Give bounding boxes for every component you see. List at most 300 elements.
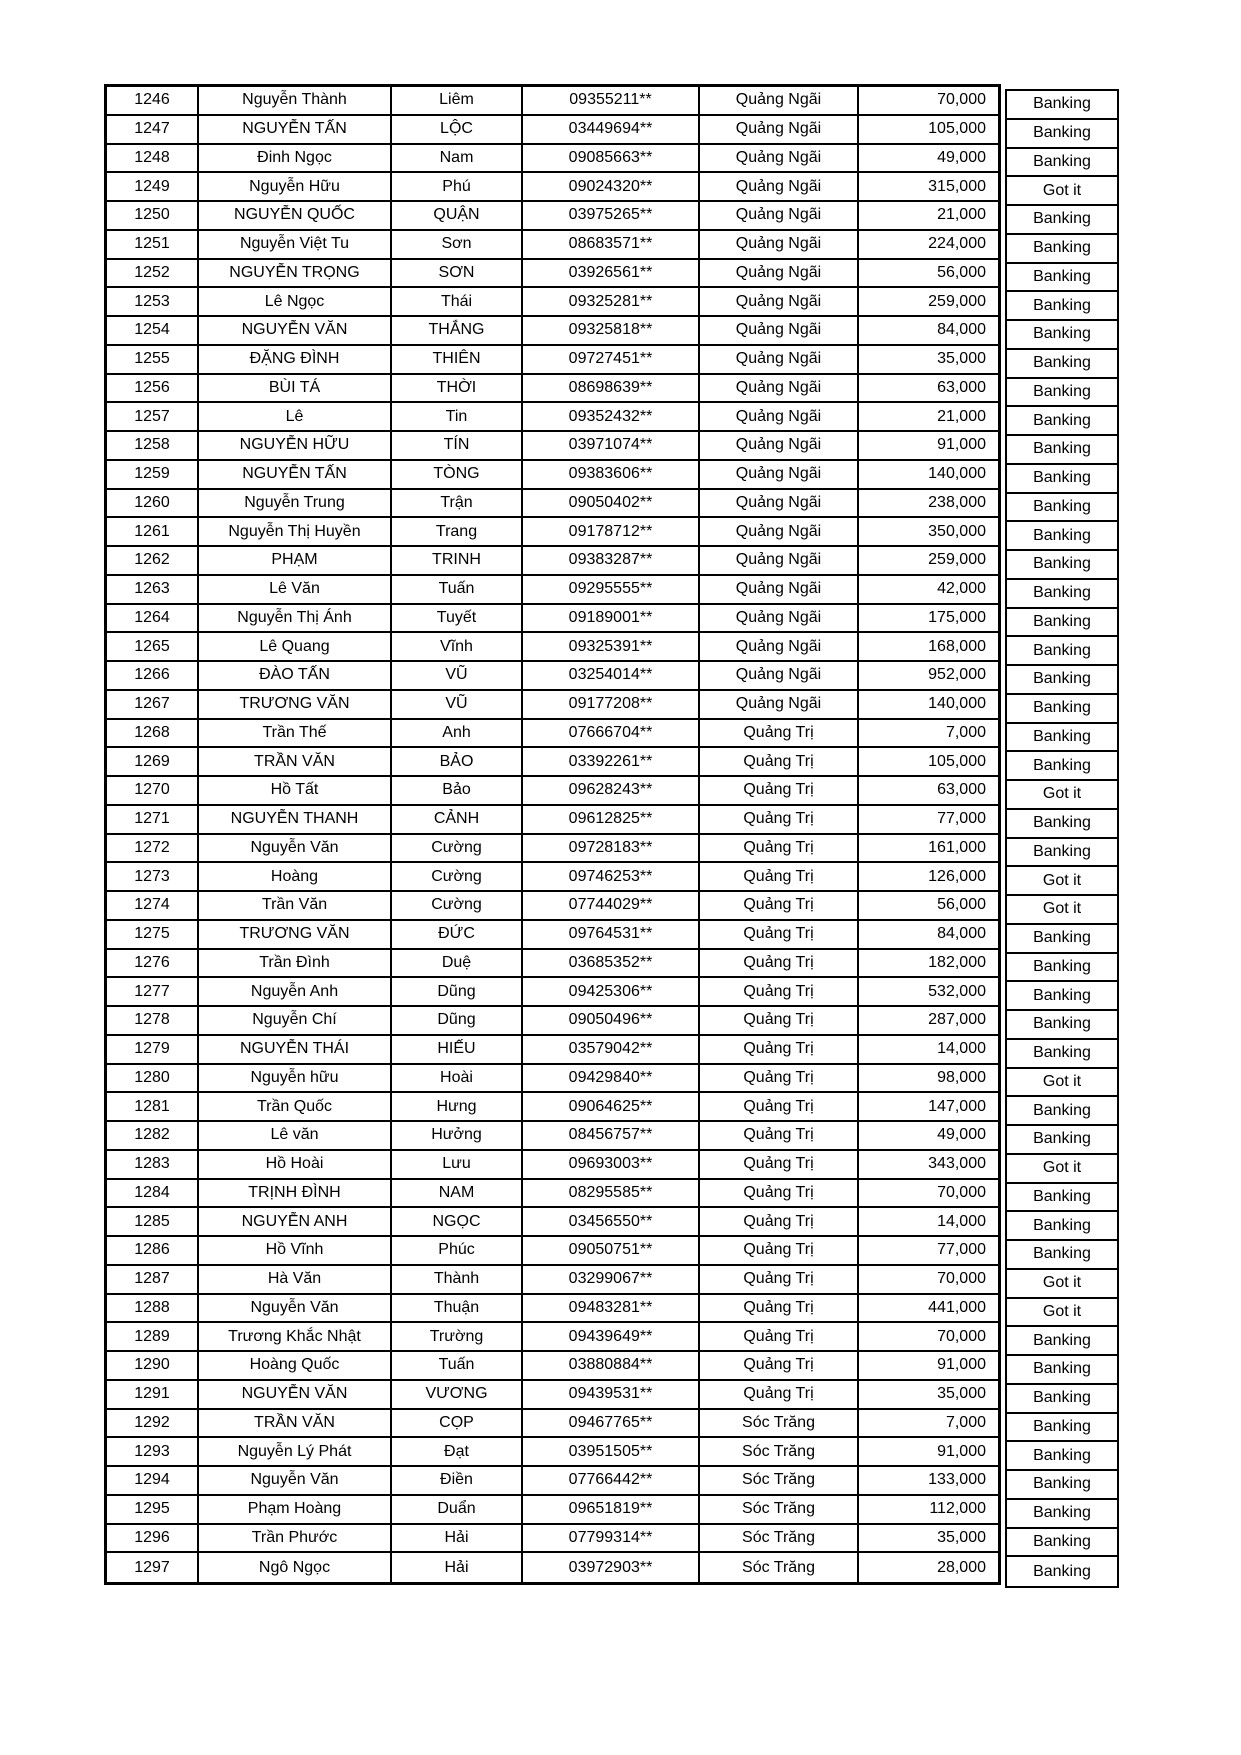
table-row <box>107 1151 998 1180</box>
cell-phone: 09429840** <box>523 1065 700 1092</box>
cell-last-name: NGỌC <box>392 1208 523 1235</box>
status-cell: Banking <box>1007 1414 1117 1443</box>
status-cell: Banking <box>1007 839 1117 868</box>
cell-first-name: ĐÀO TẤN <box>199 662 392 689</box>
cell-province: Quảng Ngãi <box>700 260 859 287</box>
table-row <box>107 202 998 231</box>
cell-phone: 03685352** <box>523 950 700 977</box>
cell-phone: 08683571** <box>523 231 700 258</box>
cell-first-name: Trương Khắc Nhật <box>199 1323 392 1350</box>
table-row <box>107 461 998 490</box>
cell-id: 1296 <box>107 1525 199 1552</box>
cell-amount: 161,000 <box>928 838 986 856</box>
cell-id: 1267 <box>107 691 199 718</box>
status-cell: Got it <box>1007 1069 1117 1098</box>
status-cell: Banking <box>1007 206 1117 235</box>
cell-phone: 03579042** <box>523 1036 700 1063</box>
cell-last-name: VŨ <box>392 691 523 718</box>
table-row <box>107 1208 998 1237</box>
cell-id: 1254 <box>107 317 199 344</box>
cell-last-name: Sơn <box>392 231 523 258</box>
cell-province: Quảng Trị <box>700 863 859 890</box>
cell-province: Quảng Trị <box>700 1007 859 1034</box>
table-row <box>107 1180 998 1209</box>
cell-amount: 91,000 <box>937 1442 986 1460</box>
cell-province: Quảng Ngãi <box>700 375 859 402</box>
cell-id: 1277 <box>107 978 199 1005</box>
table-row <box>107 1323 998 1352</box>
cell-province: Quảng Ngãi <box>700 346 859 373</box>
cell-id: 1247 <box>107 116 199 143</box>
cell-phone: 03926561** <box>523 260 700 287</box>
cell-province: Quảng Trị <box>700 892 859 919</box>
cell-phone: 09178712** <box>523 518 700 545</box>
cell-first-name: Lê Văn <box>199 576 392 603</box>
status-cell: Banking <box>1007 1241 1117 1270</box>
cell-amount: 952,000 <box>928 666 986 684</box>
cell-amount: 112,000 <box>929 1500 986 1518</box>
cell-last-name: THẮNG <box>392 317 523 344</box>
cell-last-name: Trận <box>392 490 523 517</box>
cell-last-name: Cường <box>392 892 523 919</box>
cell-amount: 168,000 <box>928 637 986 655</box>
cell-province: Quảng Ngãi <box>700 461 859 488</box>
status-cell: Banking <box>1007 120 1117 149</box>
cell-id: 1264 <box>107 605 199 632</box>
cell-phone: 09177208** <box>523 691 700 718</box>
cell-phone: 09727451** <box>523 346 700 373</box>
table-row <box>107 1352 998 1381</box>
cell-phone: 09383606** <box>523 461 700 488</box>
cell-last-name: Tuấn <box>392 576 523 603</box>
cell-amount: 84,000 <box>937 321 986 339</box>
cell-id: 1289 <box>107 1323 199 1350</box>
cell-first-name: NGUYỄN QUỐC <box>199 202 392 229</box>
cell-last-name: TRINH <box>392 547 523 574</box>
cell-first-name: Hà Văn <box>199 1266 392 1293</box>
cell-province: Quảng Trị <box>700 1295 859 1322</box>
cell-id: 1279 <box>107 1036 199 1063</box>
cell-last-name: Điền <box>392 1467 523 1494</box>
cell-amount: 7,000 <box>945 723 986 741</box>
table-row <box>107 346 998 375</box>
cell-amount: 84,000 <box>937 925 986 943</box>
cell-first-name: Trần Phước <box>199 1525 392 1552</box>
cell-id: 1297 <box>107 1553 199 1582</box>
cell-last-name: Thuận <box>392 1295 523 1322</box>
cell-amount: 224,000 <box>928 235 986 253</box>
cell-phone: 03880884** <box>523 1352 700 1379</box>
cell-first-name: Nguyễn Văn <box>199 1467 392 1494</box>
cell-phone: 09085663** <box>523 145 700 172</box>
cell-last-name: Dũng <box>392 1007 523 1034</box>
status-cell: Got it <box>1007 1299 1117 1328</box>
status-cell: Got it <box>1007 1270 1117 1299</box>
table-row <box>107 835 998 864</box>
cell-id: 1293 <box>107 1438 199 1465</box>
cell-id: 1268 <box>107 720 199 747</box>
cell-province: Quảng Ngãi <box>700 403 859 430</box>
cell-amount: 91,000 <box>937 436 986 454</box>
cell-province: Quảng Ngãi <box>700 576 859 603</box>
cell-phone: 09383287** <box>523 547 700 574</box>
status-cell: Banking <box>1007 264 1117 293</box>
cell-amount: 126,000 <box>928 867 986 885</box>
cell-amount: 441,000 <box>928 1298 986 1316</box>
cell-province: Quảng Ngãi <box>700 662 859 689</box>
cell-phone: 09439649** <box>523 1323 700 1350</box>
cell-province: Quảng Ngãi <box>700 288 859 315</box>
cell-province: Quảng Trị <box>700 1151 859 1178</box>
cell-amount: 140,000 <box>928 465 986 483</box>
table-row <box>107 605 998 634</box>
status-cell: Banking <box>1007 609 1117 638</box>
cell-amount: 105,000 <box>928 120 986 138</box>
cell-first-name: Trần Thế <box>199 720 392 747</box>
cell-amount: 49,000 <box>937 148 986 166</box>
cell-province: Quảng Trị <box>700 1323 859 1350</box>
status-cell: Banking <box>1007 954 1117 983</box>
cell-first-name: Nguyễn Thị Huyền <box>199 518 392 545</box>
cell-province: Quảng Trị <box>700 978 859 1005</box>
cell-amount: 70,000 <box>937 91 986 109</box>
status-cell: Banking <box>1007 1356 1117 1385</box>
cell-province: Quảng Trị <box>700 1122 859 1149</box>
table-row <box>107 863 998 892</box>
cell-phone: 03449694** <box>523 116 700 143</box>
cell-province: Sóc Trăng <box>700 1496 859 1523</box>
cell-first-name: TRẦN VĂN <box>199 1410 392 1437</box>
table-row <box>107 978 998 1007</box>
table-row <box>107 432 998 461</box>
status-cell: Banking <box>1007 1471 1117 1500</box>
cell-phone: 09439531** <box>523 1381 700 1408</box>
table-row <box>107 1093 998 1122</box>
status-cell: Got it <box>1007 781 1117 810</box>
cell-last-name: Hải <box>392 1525 523 1552</box>
cell-id: 1249 <box>107 173 199 200</box>
cell-last-name: VƯƠNG <box>392 1381 523 1408</box>
cell-amount: 35,000 <box>937 1385 986 1403</box>
table-row <box>107 1553 998 1582</box>
status-cell: Banking <box>1007 379 1117 408</box>
cell-last-name: VŨ <box>392 662 523 689</box>
table-row <box>107 87 998 116</box>
cell-phone: 09628243** <box>523 777 700 804</box>
cell-province: Sóc Trăng <box>700 1553 859 1582</box>
cell-amount: 35,000 <box>937 1528 986 1546</box>
status-cell: Got it <box>1007 177 1117 206</box>
cell-last-name: Hưởng <box>392 1122 523 1149</box>
status-cell: Banking <box>1007 235 1117 264</box>
cell-first-name: TRỊNH ĐÌNH <box>199 1180 392 1207</box>
cell-province: Quảng Ngãi <box>700 145 859 172</box>
cell-phone: 09746253** <box>523 863 700 890</box>
table-row <box>107 490 998 519</box>
cell-phone: 07666704** <box>523 720 700 747</box>
cell-last-name: Anh <box>392 720 523 747</box>
cell-amount: 7,000 <box>945 1413 986 1431</box>
cell-amount: 42,000 <box>937 580 986 598</box>
cell-last-name: Phú <box>392 173 523 200</box>
table-row <box>107 921 998 950</box>
cell-amount: 21,000 <box>937 407 986 425</box>
cell-last-name: Đạt <box>392 1438 523 1465</box>
cell-amount: 28,000 <box>937 1558 986 1576</box>
table-row <box>107 1036 998 1065</box>
cell-last-name: Cường <box>392 835 523 862</box>
cell-first-name: ĐẶNG ĐÌNH <box>199 346 392 373</box>
cell-phone: 03972903** <box>523 1553 700 1582</box>
cell-last-name: Trường <box>392 1323 523 1350</box>
cell-phone: 09467765** <box>523 1410 700 1437</box>
cell-phone: 09728183** <box>523 835 700 862</box>
cell-phone: 09352432** <box>523 403 700 430</box>
table-row <box>107 403 998 432</box>
cell-province: Quảng Trị <box>700 777 859 804</box>
donor-table <box>104 84 1119 1588</box>
status-cell: Banking <box>1007 522 1117 551</box>
cell-id: 1258 <box>107 432 199 459</box>
cell-id: 1275 <box>107 921 199 948</box>
cell-id: 1276 <box>107 950 199 977</box>
cell-id: 1271 <box>107 806 199 833</box>
cell-amount: 21,000 <box>937 206 986 224</box>
table-row <box>107 116 998 145</box>
cell-id: 1252 <box>107 260 199 287</box>
cell-first-name: Trần Đình <box>199 950 392 977</box>
cell-phone: 09325391** <box>523 633 700 660</box>
status-cell: Banking <box>1007 407 1117 436</box>
cell-phone: 03299067** <box>523 1266 700 1293</box>
cell-phone: 03254014** <box>523 662 700 689</box>
cell-last-name: Lưu <box>392 1151 523 1178</box>
cell-amount: 147,000 <box>928 1097 986 1115</box>
cell-province: Quảng Trị <box>700 720 859 747</box>
cell-amount: 259,000 <box>928 551 986 569</box>
cell-first-name: Lê <box>199 403 392 430</box>
cell-id: 1285 <box>107 1208 199 1235</box>
cell-last-name: QUẬN <box>392 202 523 229</box>
cell-id: 1251 <box>107 231 199 258</box>
cell-amount: 35,000 <box>937 350 986 368</box>
cell-last-name: THỜI <box>392 375 523 402</box>
cell-first-name: NGUYỄN THANH <box>199 806 392 833</box>
cell-id: 1295 <box>107 1496 199 1523</box>
cell-last-name: Hải <box>392 1553 523 1582</box>
cell-id: 1265 <box>107 633 199 660</box>
cell-last-name: Nam <box>392 145 523 172</box>
cell-first-name: Nguyễn Việt Tu <box>199 231 392 258</box>
cell-amount: 98,000 <box>937 1068 986 1086</box>
cell-last-name: Bảo <box>392 777 523 804</box>
cell-phone: 09325281** <box>523 288 700 315</box>
cell-province: Quảng Trị <box>700 1237 859 1264</box>
cell-id: 1288 <box>107 1295 199 1322</box>
cell-amount: 77,000 <box>937 1241 986 1259</box>
cell-phone: 09612825** <box>523 806 700 833</box>
cell-amount: 14,000 <box>937 1212 986 1230</box>
cell-phone: 09050751** <box>523 1237 700 1264</box>
cell-phone: 09189001** <box>523 605 700 632</box>
cell-amount: 140,000 <box>928 695 986 713</box>
cell-first-name: NGUYỄN VĂN <box>199 317 392 344</box>
cell-id: 1282 <box>107 1122 199 1149</box>
cell-amount: 182,000 <box>928 953 986 971</box>
table-row <box>107 576 998 605</box>
table-row <box>107 662 998 691</box>
table-row <box>107 892 998 921</box>
cell-phone: 09651819** <box>523 1496 700 1523</box>
cell-id: 1291 <box>107 1381 199 1408</box>
cell-last-name: Trang <box>392 518 523 545</box>
cell-id: 1290 <box>107 1352 199 1379</box>
cell-amount: 70,000 <box>937 1183 986 1201</box>
table-row <box>107 260 998 289</box>
cell-amount: 532,000 <box>928 982 986 1000</box>
status-cell: Banking <box>1007 666 1117 695</box>
status-column <box>1005 89 1119 1588</box>
cell-id: 1287 <box>107 1266 199 1293</box>
cell-id: 1250 <box>107 202 199 229</box>
status-cell: Banking <box>1007 350 1117 379</box>
cell-id: 1261 <box>107 518 199 545</box>
table-row <box>107 777 998 806</box>
cell-first-name: NGUYỄN TẤN <box>199 461 392 488</box>
cell-first-name: Nguyễn Văn <box>199 1295 392 1322</box>
cell-phone: 03456550** <box>523 1208 700 1235</box>
table-row <box>107 1496 998 1525</box>
cell-first-name: BÙI TÁ <box>199 375 392 402</box>
cell-phone: 09425306** <box>523 978 700 1005</box>
cell-province: Quảng Trị <box>700 835 859 862</box>
cell-first-name: Đinh Ngọc <box>199 145 392 172</box>
table-row <box>107 1122 998 1151</box>
cell-phone: 09050402** <box>523 490 700 517</box>
cell-id: 1257 <box>107 403 199 430</box>
cell-amount: 56,000 <box>937 896 986 914</box>
cell-first-name: TRƯƠNG VĂN <box>199 921 392 948</box>
cell-phone: 03392261** <box>523 748 700 775</box>
cell-amount: 350,000 <box>928 522 986 540</box>
table-row <box>107 547 998 576</box>
cell-amount: 14,000 <box>937 1040 986 1058</box>
cell-amount: 175,000 <box>928 608 986 626</box>
cell-id: 1256 <box>107 375 199 402</box>
cell-phone: 09325818** <box>523 317 700 344</box>
status-cell: Got it <box>1007 896 1117 925</box>
cell-phone: 08456757** <box>523 1122 700 1149</box>
status-cell: Banking <box>1007 91 1117 120</box>
cell-amount: 105,000 <box>928 752 986 770</box>
status-cell: Banking <box>1007 465 1117 494</box>
cell-last-name: HIẾU <box>392 1036 523 1063</box>
status-cell: Banking <box>1007 925 1117 954</box>
cell-id: 1246 <box>107 87 199 114</box>
cell-last-name: Thái <box>392 288 523 315</box>
cell-province: Quảng Ngãi <box>700 547 859 574</box>
cell-id: 1272 <box>107 835 199 862</box>
cell-last-name: Tuấn <box>392 1352 523 1379</box>
cell-province: Quảng Trị <box>700 1266 859 1293</box>
cell-last-name: ĐỨC <box>392 921 523 948</box>
status-cell: Banking <box>1007 1385 1117 1414</box>
status-cell: Banking <box>1007 436 1117 465</box>
status-cell: Banking <box>1007 637 1117 666</box>
cell-first-name: NGUYỄN VĂN <box>199 1381 392 1408</box>
cell-province: Quảng Ngãi <box>700 231 859 258</box>
status-cell: Banking <box>1007 1126 1117 1155</box>
cell-phone: 09064625** <box>523 1093 700 1120</box>
cell-last-name: Dũng <box>392 978 523 1005</box>
cell-province: Quảng Ngãi <box>700 87 859 114</box>
cell-province: Sóc Trăng <box>700 1410 859 1437</box>
cell-id: 1270 <box>107 777 199 804</box>
cell-phone: 03951505** <box>523 1438 700 1465</box>
cell-id: 1260 <box>107 490 199 517</box>
cell-id: 1248 <box>107 145 199 172</box>
cell-amount: 63,000 <box>937 378 986 396</box>
table-row <box>107 518 998 547</box>
cell-phone: 09764531** <box>523 921 700 948</box>
cell-province: Quảng Ngãi <box>700 633 859 660</box>
cell-phone: 09024320** <box>523 173 700 200</box>
cell-last-name: Tin <box>392 403 523 430</box>
table-row <box>107 720 998 749</box>
cell-id: 1253 <box>107 288 199 315</box>
cell-amount: 70,000 <box>937 1327 986 1345</box>
table-row <box>107 1237 998 1266</box>
status-cell: Banking <box>1007 1500 1117 1529</box>
table-row <box>107 950 998 979</box>
cell-first-name: Trần Văn <box>199 892 392 919</box>
cell-province: Quảng Trị <box>700 921 859 948</box>
cell-province: Quảng Ngãi <box>700 173 859 200</box>
cell-phone: 09693003** <box>523 1151 700 1178</box>
cell-id: 1280 <box>107 1065 199 1092</box>
table-row <box>107 806 998 835</box>
cell-id: 1278 <box>107 1007 199 1034</box>
cell-first-name: Lê văn <box>199 1122 392 1149</box>
cell-last-name: Hưng <box>392 1093 523 1120</box>
cell-last-name: Tuyết <box>392 605 523 632</box>
cell-amount: 259,000 <box>928 292 986 310</box>
cell-phone: 09355211** <box>523 87 700 114</box>
cell-first-name: Nguyễn Thành <box>199 87 392 114</box>
cell-id: 1255 <box>107 346 199 373</box>
cell-last-name: LỘC <box>392 116 523 143</box>
cell-province: Quảng Trị <box>700 748 859 775</box>
cell-province: Quảng Ngãi <box>700 116 859 143</box>
cell-amount: 49,000 <box>937 1126 986 1144</box>
table-row <box>107 1410 998 1439</box>
table-row <box>107 288 998 317</box>
table-row <box>107 748 998 777</box>
status-cell: Banking <box>1007 724 1117 753</box>
cell-first-name: Nguyễn Hữu <box>199 173 392 200</box>
cell-province: Quảng Trị <box>700 1208 859 1235</box>
cell-province: Quảng Trị <box>700 1180 859 1207</box>
status-cell: Banking <box>1007 1040 1117 1069</box>
table-row <box>107 1266 998 1295</box>
cell-amount: 238,000 <box>928 493 986 511</box>
cell-province: Quảng Ngãi <box>700 202 859 229</box>
table-row <box>107 633 998 662</box>
cell-province: Quảng Ngãi <box>700 518 859 545</box>
cell-phone: 03971074** <box>523 432 700 459</box>
cell-phone: 03975265** <box>523 202 700 229</box>
cell-phone: 08295585** <box>523 1180 700 1207</box>
